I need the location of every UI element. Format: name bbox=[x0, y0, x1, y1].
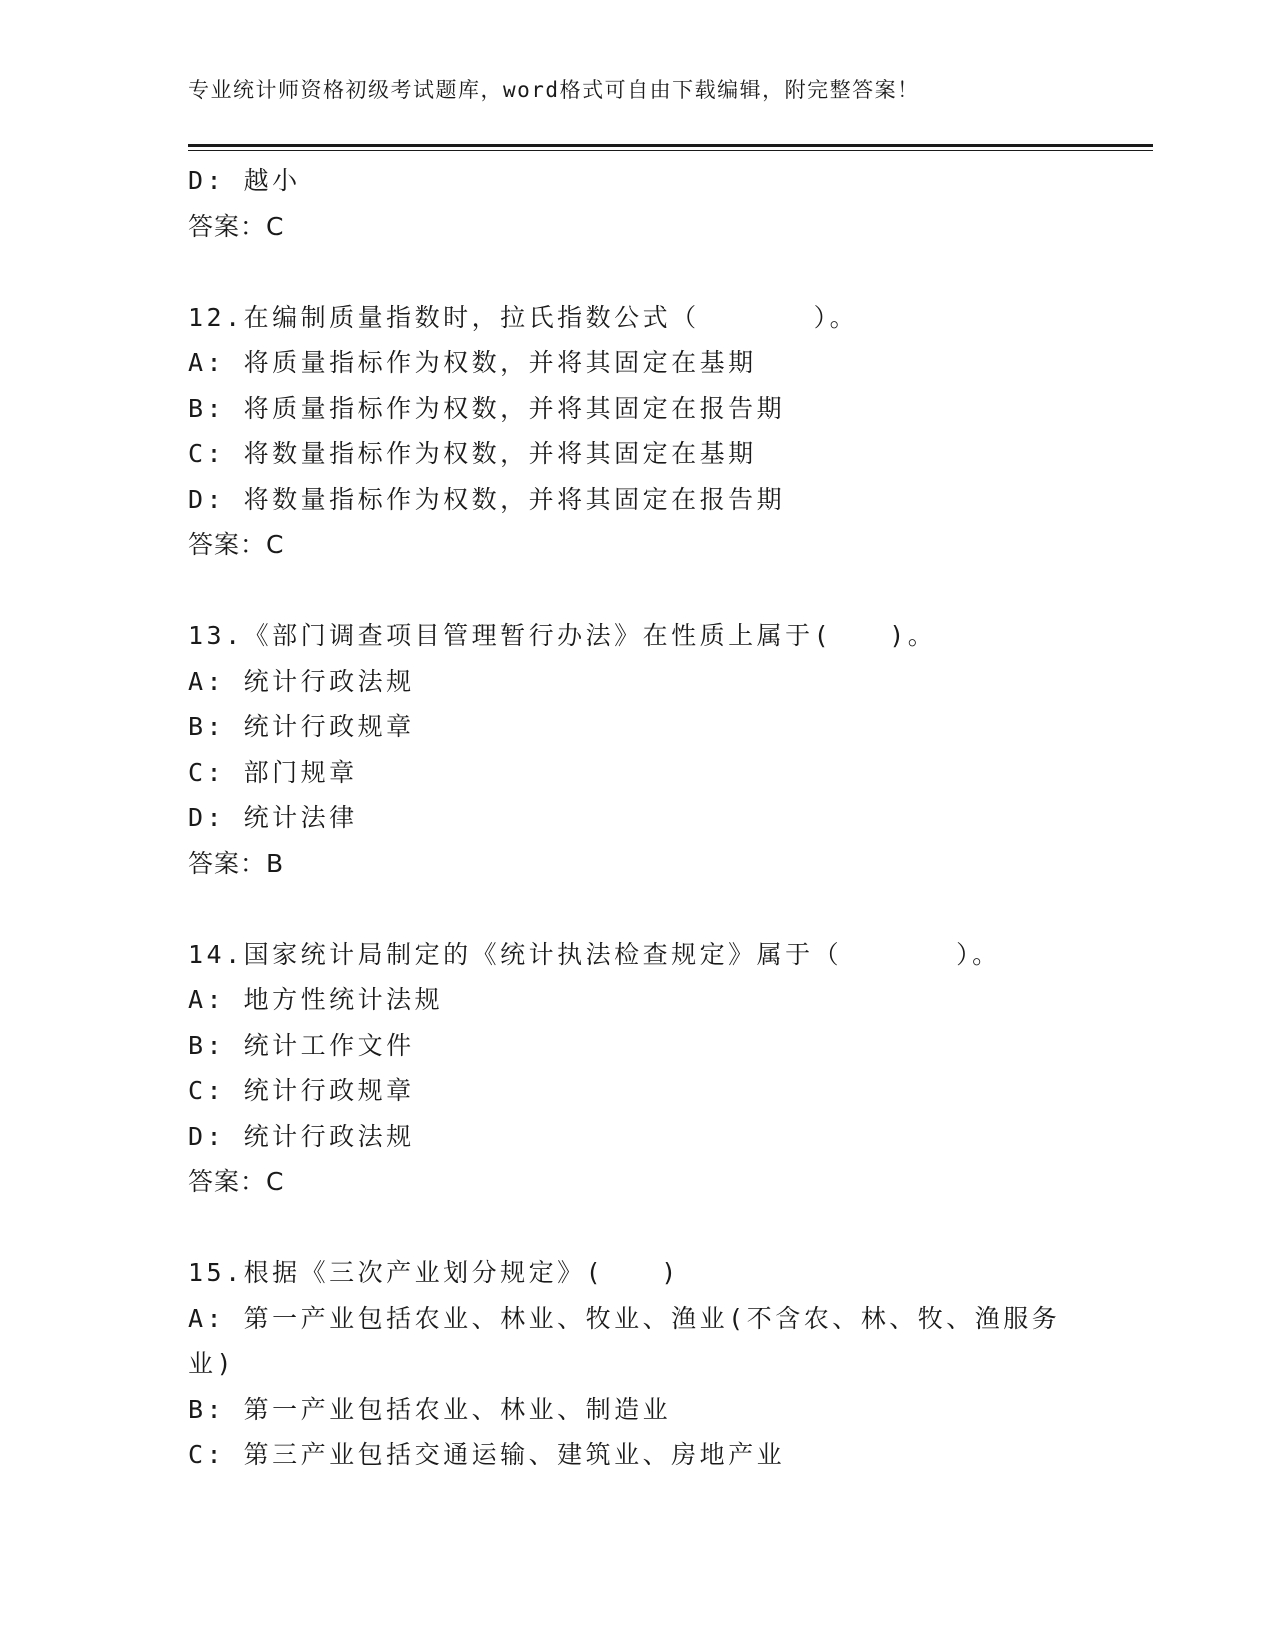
spacer bbox=[188, 886, 1088, 932]
option-a: A: 地方性统计法规 bbox=[188, 985, 444, 1014]
page-header: 专业统计师资格初级考试题库，word格式可自由下载编辑，附完整答案！ bbox=[188, 78, 920, 102]
option-a: A: 将质量指标作为权数，并将其固定在基期 bbox=[188, 348, 757, 377]
spacer bbox=[188, 249, 1088, 295]
option-c: C: 部门规章 bbox=[188, 757, 358, 787]
question-15 bbox=[188, 1250, 1088, 1478]
option-b: B: 统计工作文件 bbox=[188, 1030, 415, 1060]
option-d: D: 越小 bbox=[188, 166, 301, 195]
option-b: B: 将质量指标作为权数，并将其固定在报告期 bbox=[188, 393, 786, 423]
header-rule-thick bbox=[188, 144, 1153, 147]
option-c: C: 第三产业包括交通运输、建筑业、房地产业 bbox=[188, 1440, 786, 1469]
answer-line: 答案：B bbox=[188, 848, 285, 878]
question-stem: 12.在编制质量指数时，拉氏指数公式（ ）。 bbox=[188, 302, 859, 332]
answer-line: 答案：C bbox=[188, 530, 285, 559]
answer-line: 答案：C bbox=[188, 1167, 285, 1196]
option-c: C: 将数量指标作为权数，并将其固定在基期 bbox=[188, 439, 757, 468]
question-13 bbox=[188, 613, 1088, 886]
option-a: A: 第一产业包括农业、林业、牧业、渔业(不含农、林、牧、渔服务 bbox=[188, 1303, 1061, 1333]
question-14 bbox=[188, 932, 1088, 1205]
option-a: A: 统计行政法规 bbox=[188, 666, 415, 696]
option-b: B: 第一产业包括农业、林业、制造业 bbox=[188, 1394, 672, 1424]
option-d: D: 将数量指标作为权数，并将其固定在报告期 bbox=[188, 484, 786, 514]
spacer bbox=[188, 1205, 1088, 1251]
option-d: D: 统计法律 bbox=[188, 803, 358, 832]
header-rule-thin bbox=[188, 150, 1153, 151]
option-d: D: 统计行政法规 bbox=[188, 1121, 415, 1151]
answer-line: 答案：C bbox=[188, 211, 285, 241]
question-stem: 14.国家统计局制定的《统计执法检查规定》属于（ ）。 bbox=[188, 939, 1001, 969]
option-b: B: 统计行政规章 bbox=[188, 712, 415, 741]
question-12 bbox=[188, 295, 1088, 568]
question-stem: 13.《部门调查项目管理暂行办法》在性质上属于( )。 bbox=[188, 621, 937, 650]
option-a-continuation: 业) bbox=[188, 1349, 236, 1378]
option-c: C: 统计行政规章 bbox=[188, 1076, 415, 1105]
question-content bbox=[188, 158, 1088, 1478]
question-stem: 15.根据《三次产业划分规定》( ) bbox=[188, 1258, 680, 1287]
spacer bbox=[188, 568, 1088, 614]
